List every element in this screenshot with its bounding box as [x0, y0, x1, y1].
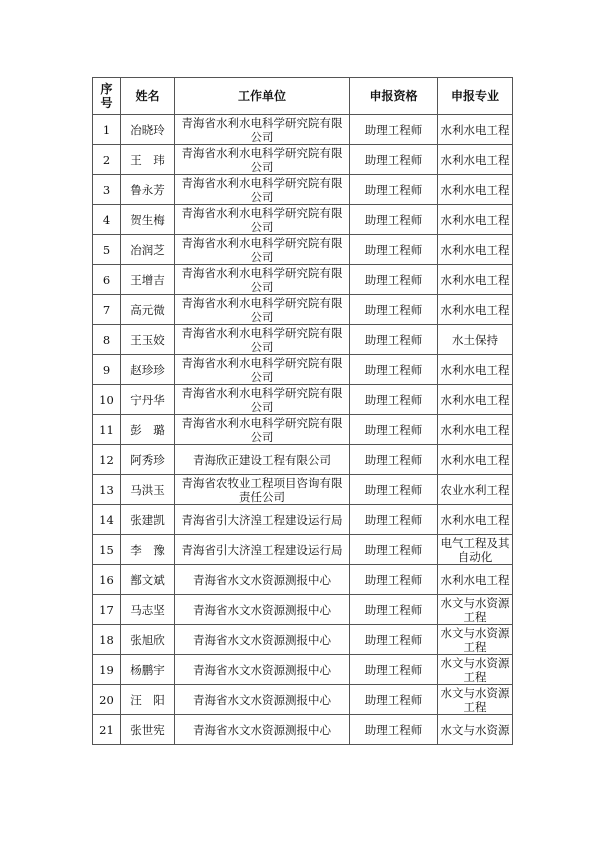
table-row	[93, 715, 513, 745]
cell-seq: 6	[93, 265, 121, 295]
header-qualification: 申报资格	[350, 78, 438, 115]
table-row	[93, 235, 513, 265]
table-row	[93, 145, 513, 175]
cell-major: 水利水电工程	[438, 205, 513, 235]
table-row	[93, 325, 513, 355]
cell-qualification: 助理工程师	[350, 475, 438, 505]
cell-seq: 14	[93, 505, 121, 535]
cell-major: 水利水电工程	[438, 385, 513, 415]
cell-org: 青海省水文水资源测报中心	[175, 625, 350, 655]
cell-seq: 9	[93, 355, 121, 385]
cell-qualification: 助理工程师	[350, 265, 438, 295]
cell-org: 青海省水文水资源测报中心	[175, 685, 350, 715]
cell-major: 水利水电工程	[438, 295, 513, 325]
cell-name: 鄯文斌	[121, 565, 175, 595]
cell-name: 张旭欣	[121, 625, 175, 655]
cell-major: 水文与水资源	[438, 715, 513, 745]
cell-seq: 8	[93, 325, 121, 355]
table-row	[93, 205, 513, 235]
cell-qualification: 助理工程师	[350, 355, 438, 385]
cell-seq: 1	[93, 115, 121, 145]
cell-seq: 16	[93, 565, 121, 595]
cell-seq: 13	[93, 475, 121, 505]
cell-name: 冶润芝	[121, 235, 175, 265]
table-row	[93, 175, 513, 205]
cell-qualification: 助理工程师	[350, 205, 438, 235]
cell-org: 青海省水利水电科学研究院有限公司	[175, 235, 350, 265]
cell-org: 青海省水利水电科学研究院有限公司	[175, 115, 350, 145]
cell-qualification: 助理工程师	[350, 595, 438, 625]
cell-seq: 7	[93, 295, 121, 325]
cell-name: 冶晓玲	[121, 115, 175, 145]
cell-seq: 18	[93, 625, 121, 655]
cell-seq: 11	[93, 415, 121, 445]
cell-org: 青海省引大济湟工程建设运行局	[175, 535, 350, 565]
cell-name: 王增吉	[121, 265, 175, 295]
cell-name: 李 豫	[121, 535, 175, 565]
cell-org: 青海省农牧业工程项目咨询有限责任公司	[175, 475, 350, 505]
cell-name: 鲁永芳	[121, 175, 175, 205]
cell-org: 青海省水利水电科学研究院有限公司	[175, 415, 350, 445]
header-row	[93, 78, 513, 115]
cell-name: 马洪玉	[121, 475, 175, 505]
cell-major: 水利水电工程	[438, 505, 513, 535]
header-seq: 序号	[93, 78, 121, 115]
cell-major: 水文与水资源工程	[438, 595, 513, 625]
cell-name: 汪 阳	[121, 685, 175, 715]
cell-seq: 20	[93, 685, 121, 715]
cell-qualification: 助理工程师	[350, 715, 438, 745]
table-row	[93, 445, 513, 475]
cell-qualification: 助理工程师	[350, 565, 438, 595]
cell-seq: 2	[93, 145, 121, 175]
table-row	[93, 385, 513, 415]
cell-major: 水利水电工程	[438, 235, 513, 265]
cell-seq: 3	[93, 175, 121, 205]
cell-org: 青海省水利水电科学研究院有限公司	[175, 145, 350, 175]
header-org: 工作单位	[175, 78, 350, 115]
cell-seq: 15	[93, 535, 121, 565]
cell-major: 农业水利工程	[438, 475, 513, 505]
header-major: 申报专业	[438, 78, 513, 115]
cell-qualification: 助理工程师	[350, 325, 438, 355]
cell-qualification: 助理工程师	[350, 145, 438, 175]
cell-seq: 10	[93, 385, 121, 415]
cell-org: 青海欣正建设工程有限公司	[175, 445, 350, 475]
cell-org: 青海省水文水资源测报中心	[175, 565, 350, 595]
cell-name: 宁丹华	[121, 385, 175, 415]
table-row	[93, 655, 513, 685]
cell-qualification: 助理工程师	[350, 505, 438, 535]
table-row	[93, 595, 513, 625]
cell-name: 王 玮	[121, 145, 175, 175]
cell-qualification: 助理工程师	[350, 655, 438, 685]
table-row	[93, 685, 513, 715]
cell-name: 杨鹏宇	[121, 655, 175, 685]
cell-qualification: 助理工程师	[350, 625, 438, 655]
cell-major: 电气工程及其自动化	[438, 535, 513, 565]
cell-qualification: 助理工程师	[350, 295, 438, 325]
cell-qualification: 助理工程师	[350, 445, 438, 475]
cell-org: 青海省水利水电科学研究院有限公司	[175, 355, 350, 385]
cell-major: 水利水电工程	[438, 265, 513, 295]
table-row	[93, 505, 513, 535]
cell-seq: 4	[93, 205, 121, 235]
cell-major: 水利水电工程	[438, 445, 513, 475]
cell-major: 水利水电工程	[438, 145, 513, 175]
cell-org: 青海省水利水电科学研究院有限公司	[175, 385, 350, 415]
cell-seq: 19	[93, 655, 121, 685]
cell-qualification: 助理工程师	[350, 685, 438, 715]
cell-org: 青海省水利水电科学研究院有限公司	[175, 295, 350, 325]
cell-org: 青海省水文水资源测报中心	[175, 715, 350, 745]
table-row	[93, 295, 513, 325]
cell-name: 王玉姣	[121, 325, 175, 355]
cell-name: 张建凯	[121, 505, 175, 535]
cell-major: 水土保持	[438, 325, 513, 355]
roster-table	[92, 77, 513, 745]
cell-seq: 21	[93, 715, 121, 745]
cell-name: 贺生梅	[121, 205, 175, 235]
cell-org: 青海省水利水电科学研究院有限公司	[175, 175, 350, 205]
cell-name: 阿秀珍	[121, 445, 175, 475]
cell-name: 张世宪	[121, 715, 175, 745]
cell-major: 水利水电工程	[438, 355, 513, 385]
cell-org: 青海省水利水电科学研究院有限公司	[175, 265, 350, 295]
cell-org: 青海省水利水电科学研究院有限公司	[175, 205, 350, 235]
table-row	[93, 565, 513, 595]
cell-name: 马志坚	[121, 595, 175, 625]
table-row	[93, 625, 513, 655]
cell-major: 水文与水资源工程	[438, 655, 513, 685]
cell-major: 水利水电工程	[438, 115, 513, 145]
table-row	[93, 355, 513, 385]
cell-qualification: 助理工程师	[350, 415, 438, 445]
cell-major: 水利水电工程	[438, 565, 513, 595]
cell-seq: 17	[93, 595, 121, 625]
table-row	[93, 415, 513, 445]
table-row	[93, 535, 513, 565]
table-row	[93, 475, 513, 505]
cell-qualification: 助理工程师	[350, 235, 438, 265]
cell-major: 水文与水资源工程	[438, 685, 513, 715]
cell-org: 青海省水文水资源测报中心	[175, 655, 350, 685]
cell-name: 赵珍珍	[121, 355, 175, 385]
cell-major: 水利水电工程	[438, 175, 513, 205]
table-row	[93, 265, 513, 295]
header-name: 姓名	[121, 78, 175, 115]
roster-body	[93, 115, 513, 745]
cell-name: 高元微	[121, 295, 175, 325]
cell-major: 水利水电工程	[438, 415, 513, 445]
cell-qualification: 助理工程师	[350, 175, 438, 205]
cell-org: 青海省引大济湟工程建设运行局	[175, 505, 350, 535]
table-row	[93, 115, 513, 145]
cell-qualification: 助理工程师	[350, 385, 438, 415]
cell-seq: 5	[93, 235, 121, 265]
cell-qualification: 助理工程师	[350, 535, 438, 565]
cell-org: 青海省水文水资源测报中心	[175, 595, 350, 625]
cell-name: 彭 璐	[121, 415, 175, 445]
cell-qualification: 助理工程师	[350, 115, 438, 145]
cell-seq: 12	[93, 445, 121, 475]
cell-org: 青海省水利水电科学研究院有限公司	[175, 325, 350, 355]
cell-major: 水文与水资源工程	[438, 625, 513, 655]
